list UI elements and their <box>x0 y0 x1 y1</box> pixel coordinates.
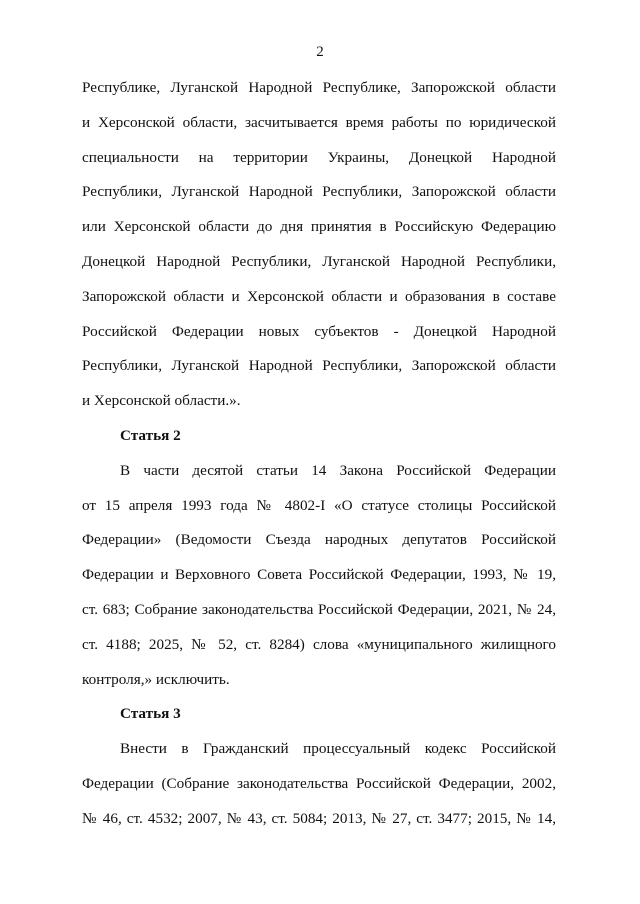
text-line: В части десятой статьи 14 Закона Российской Федерации <box>120 461 556 479</box>
text-line: специальности на территории Украины, Донецкой Народной <box>82 148 556 166</box>
text-line: Федерации и Верховного Совета Российской Федерации, 1993, № 19, <box>82 566 556 584</box>
text-line: Федерации» (Ведомости Съезда народных депутатов Российской <box>82 531 556 549</box>
text-line: Республики, Луганской Народной Республики, Запорожской области <box>82 357 556 375</box>
text-line: контроля,» исключить. <box>82 670 230 688</box>
text-line: от 15 апреля 1993 года № 4802-I «О статусе столицы Российской <box>82 496 556 514</box>
text-line: и Херсонской области.». <box>82 392 241 410</box>
text-line: ст. 4188; 2025, № 52, ст. 8284) слова «муниципального жилищного <box>82 635 556 653</box>
text-line: Запорожской области и Херсонской области и образования в составе <box>82 287 556 305</box>
article-heading: Статья 2 <box>120 426 181 444</box>
article-heading: Статья 3 <box>120 705 181 723</box>
text-line: Республики, Луганской Народной Республики, Запорожской области <box>82 183 556 201</box>
text-line: и Херсонской области, засчитывается время работы по юридической <box>82 113 556 131</box>
text-line: Внести в Гражданский процессуальный кодекс Российской <box>120 740 556 758</box>
document-body <box>82 71 556 837</box>
text-line: Республике, Луганской Народной Республике, Запорожской области <box>82 79 556 96</box>
text-line: Донецкой Народной Республики, Луганской Народной Республики, <box>82 252 556 270</box>
text-line: Российской Федерации новых субъектов - Донецкой Народной <box>82 322 556 340</box>
text-line: Федерации (Собрание законодательства Российской Федерации, 2002, <box>82 774 556 792</box>
page-number: 2 <box>316 44 324 60</box>
text-line: № 46, ст. 4532; 2007, № 43, ст. 5084; 2013, № 27, ст. 3477; 2015, № 14, <box>82 809 556 827</box>
text-line: или Херсонской области до дня принятия в Российскую Федерацию <box>82 218 556 236</box>
text-line: ст. 683; Собрание законодательства Российской Федерации, 2021, № 24, <box>82 600 556 618</box>
